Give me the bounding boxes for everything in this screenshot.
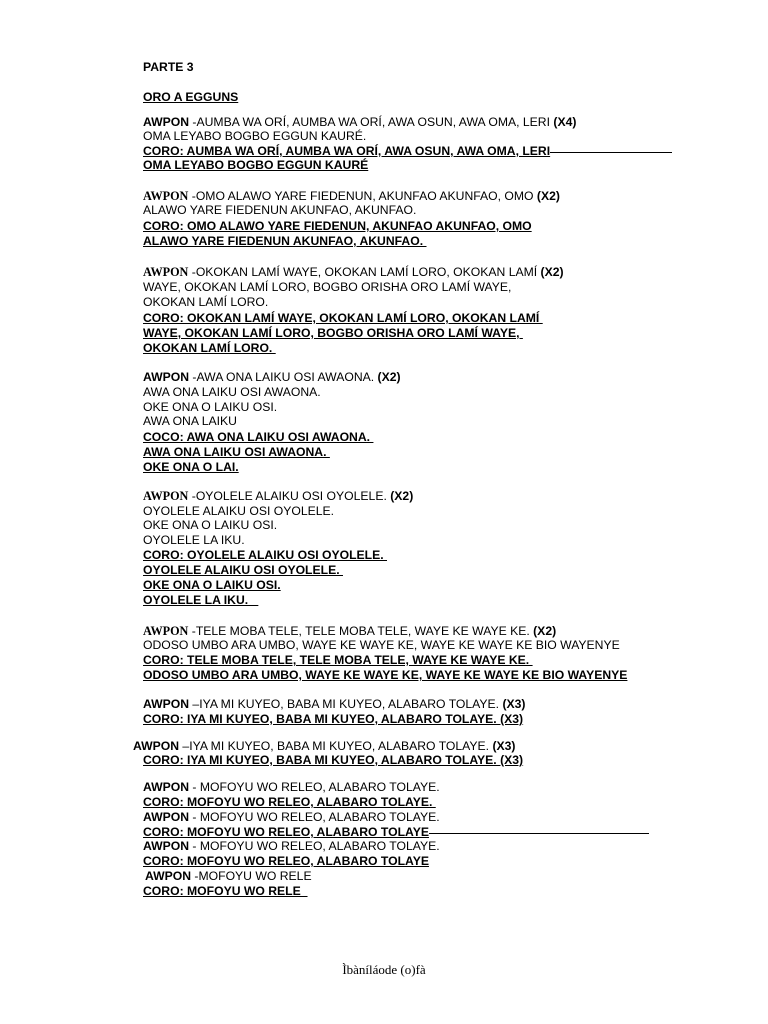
- line-text: WAYE, OKOKAN LAMÍ LORO, BOGBO ORISHA ORO LAMÍ WAYE,: [143, 280, 512, 294]
- awpon-line: [143, 370, 401, 384]
- line-text: OKE ONA O LAIKU OSI.: [143, 400, 278, 414]
- chorus-line: [143, 158, 368, 172]
- awpon-line: [145, 869, 312, 883]
- chorus-text: CORO: OMO ALAWO YARE FIEDENUN, AKUNFAO AKUNFAO, OMO: [143, 219, 532, 233]
- verse-line: [143, 504, 334, 518]
- page-footer: Ìbàníláode (o)fà: [342, 962, 426, 977]
- verse-text: -AUMBA WA ORÍ, AUMBA WA ORÍ, AWA OSUN, AWA OMA, LERI: [189, 115, 554, 129]
- verse-text: -AWA ONA LAIKU OSI AWAONA.: [189, 370, 378, 384]
- line-text: OYOLELE LA IKU.: [143, 533, 245, 547]
- awpon-line: [143, 265, 564, 279]
- chorus-line: [143, 144, 672, 158]
- line-text: PARTE 3: [143, 60, 194, 74]
- chorus-text: OYOLELE ALAIKU OSI OYOLELE.: [143, 563, 343, 577]
- chorus-line: [143, 653, 533, 667]
- awpon-line: [143, 489, 413, 503]
- awpon-line: [143, 115, 576, 129]
- chorus-text: CORO: MOFOYU WO RELEO, ALABARO TOLAYE: [143, 825, 429, 839]
- repeat-tag: (X2): [377, 370, 401, 384]
- awpon-line: [143, 624, 556, 638]
- awpon-line: [143, 839, 440, 853]
- chorus-text: CORO: OKOKAN LAMÍ WAYE, OKOKAN LAMÍ LORO, OKOKAN LAMÍ: [143, 311, 543, 325]
- verse-line: [143, 638, 620, 652]
- awpon-label: AWPON: [143, 370, 190, 384]
- verse-line: [143, 400, 277, 414]
- chorus-text: OMA LEYABO BOGBO EGGUN KAURÉ: [143, 158, 369, 172]
- verse-line: [143, 385, 321, 399]
- awpon-label: AWPON: [143, 489, 189, 503]
- chorus-text: CORO: MOFOYU WO RELEO, ALABARO TOLAYE.: [143, 795, 436, 809]
- chorus-line: [143, 311, 543, 325]
- verse-text: -OKOKAN LAMÍ WAYE, OKOKAN LAMÍ LORO, OKOKAN LAMÍ: [188, 265, 541, 279]
- awpon-line: [143, 810, 440, 824]
- verse-text: - MOFOYU WO RELEO, ALABARO TOLAYE.: [189, 780, 440, 794]
- chorus-text: OKOKAN LAMÍ LORO.: [143, 341, 276, 355]
- chorus-line: [143, 90, 238, 104]
- repeat-tag: (X3): [492, 739, 516, 753]
- chorus-line: [143, 825, 649, 839]
- chorus-line: [143, 593, 258, 607]
- line-text: AWA ONA LAIKU OSI AWAONA.: [143, 385, 321, 399]
- awpon-label: AWPON: [133, 739, 180, 753]
- chorus-line: [143, 430, 373, 444]
- verse-line: [143, 533, 245, 547]
- chorus-text: CORO: IYA MI KUYEO, BABA MI KUYEO, ALABARO TOLAYE. (X3): [143, 712, 524, 726]
- chorus-line: [143, 563, 343, 577]
- chorus-line: [143, 712, 523, 726]
- chorus-text: AWA ONA LAIKU OSI AWAONA.: [143, 445, 330, 459]
- awpon-label: AWPON: [143, 780, 190, 794]
- chorus-line: [143, 884, 308, 898]
- chorus-line: [143, 854, 429, 868]
- line-text: OYOLELE ALAIKU OSI OYOLELE.: [143, 504, 335, 518]
- chorus-text: CORO: MOFOYU WO RELE: [143, 884, 308, 898]
- chorus-text: OYOLELE LA IKU.: [143, 593, 259, 607]
- awpon-label: AWPON: [143, 810, 190, 824]
- line-text: OMA LEYABO BOGBO EGGUN KAURÉ.: [143, 129, 367, 143]
- chorus-line: [143, 234, 427, 248]
- chorus-line: [143, 219, 532, 233]
- verse-text: - MOFOYU WO RELEO, ALABARO TOLAYE.: [189, 810, 440, 824]
- repeat-tag: (X3): [502, 697, 526, 711]
- verse-line: [143, 414, 237, 428]
- chorus-text: ODOSO UMBO ARA UMBO, WAYE KE WAYE KE, WAYE KE WAYE KE BIO WAYENYE: [143, 668, 628, 682]
- chorus-text: OKE ONA O LAI.: [143, 460, 239, 474]
- chorus-line: [143, 326, 523, 340]
- verse-text: -MOFOYU WO RELE: [191, 869, 312, 883]
- awpon-label: AWPON: [143, 189, 189, 203]
- repeat-tag: (X2): [536, 189, 560, 203]
- verse-line: [143, 129, 366, 143]
- chorus-text: CORO: TELE MOBA TELE, TELE MOBA TELE, WAYE KE WAYE KE.: [143, 653, 533, 667]
- line-text: ALAWO YARE FIEDENUN AKUNFAO, AKUNFAO.: [143, 203, 417, 217]
- chorus-text: CORO: MOFOYU WO RELEO, ALABARO TOLAYE: [143, 854, 429, 868]
- repeat-tag: (X2): [533, 624, 557, 638]
- chorus-line: [143, 753, 523, 767]
- awpon-label: AWPON: [143, 839, 190, 853]
- chorus-line: [143, 668, 627, 682]
- verse-text: –IYA MI KUYEO, BABA MI KUYEO, ALABARO TOLAYE.: [189, 697, 503, 711]
- line-text: OKE ONA O LAIKU OSI.: [143, 518, 278, 532]
- verse-text: –IYA MI KUYEO, BABA MI KUYEO, ALABARO TOLAYE.: [179, 739, 493, 753]
- chorus-line: [143, 445, 330, 459]
- underline-tail: [550, 152, 672, 153]
- repeat-tag: (X2): [390, 489, 414, 503]
- chorus-text: CORO: IYA MI KUYEO, BABA MI KUYEO, ALABARO TOLAYE. (X3): [143, 753, 524, 767]
- line-text: OKOKAN LAMÍ LORO.: [143, 295, 269, 309]
- awpon-line: [143, 780, 440, 794]
- chorus-text: CORO: AUMBA WA ORÍ, AUMBA WA ORÍ, AWA OSUN, AWA OMA, LERI: [143, 144, 551, 158]
- line-text: ODOSO UMBO ARA UMBO, WAYE KE WAYE KE, WAYE KE WAYE KE BIO WAYENYE: [143, 638, 620, 652]
- awpon-line: [133, 739, 515, 753]
- part-label: [143, 60, 194, 74]
- chorus-text: OKE ONA O LAIKU OSI.: [143, 578, 281, 592]
- verse-text: - MOFOYU WO RELEO, ALABARO TOLAYE.: [189, 839, 440, 853]
- repeat-tag: (X4): [553, 115, 577, 129]
- chorus-text: ORO A EGGUNS: [143, 90, 239, 104]
- chorus-line: [143, 341, 276, 355]
- chorus-line: [143, 578, 281, 592]
- line-text: AWA ONA LAIKU: [143, 414, 237, 428]
- chorus-line: [143, 548, 387, 562]
- chorus-text: WAYE, OKOKAN LAMÍ LORO, BOGBO ORISHA ORO LAMÍ WAYE,: [143, 326, 523, 340]
- awpon-label: AWPON: [143, 265, 189, 279]
- chorus-text: CORO: OYOLELE ALAIKU OSI OYOLELE.: [143, 548, 387, 562]
- awpon-label: AWPON: [145, 869, 192, 883]
- repeat-tag: (X2): [540, 265, 564, 279]
- verse-line: [143, 518, 277, 532]
- awpon-label: AWPON: [143, 624, 189, 638]
- chorus-text: COCO: AWA ONA LAIKU OSI AWAONA.: [143, 430, 374, 444]
- verse-line: [143, 280, 511, 294]
- verse-line: [143, 203, 416, 217]
- chorus-line: [143, 795, 436, 809]
- verse-text: -TELE MOBA TELE, TELE MOBA TELE, WAYE KE WAYE KE.: [188, 624, 534, 638]
- verse-text: -OYOLELE ALAIKU OSI OYOLELE.: [188, 489, 391, 503]
- chorus-text: ALAWO YARE FIEDENUN AKUNFAO, AKUNFAO.: [143, 234, 427, 248]
- underline-tail: [429, 833, 649, 834]
- chorus-line: [143, 460, 239, 474]
- awpon-line: [143, 697, 525, 711]
- awpon-label: AWPON: [143, 115, 190, 129]
- awpon-label: AWPON: [143, 697, 190, 711]
- awpon-line: [143, 189, 560, 203]
- verse-line: [143, 295, 268, 309]
- verse-text: -OMO ALAWO YARE FIEDENUN, AKUNFAO AKUNFAO, OMO: [188, 189, 537, 203]
